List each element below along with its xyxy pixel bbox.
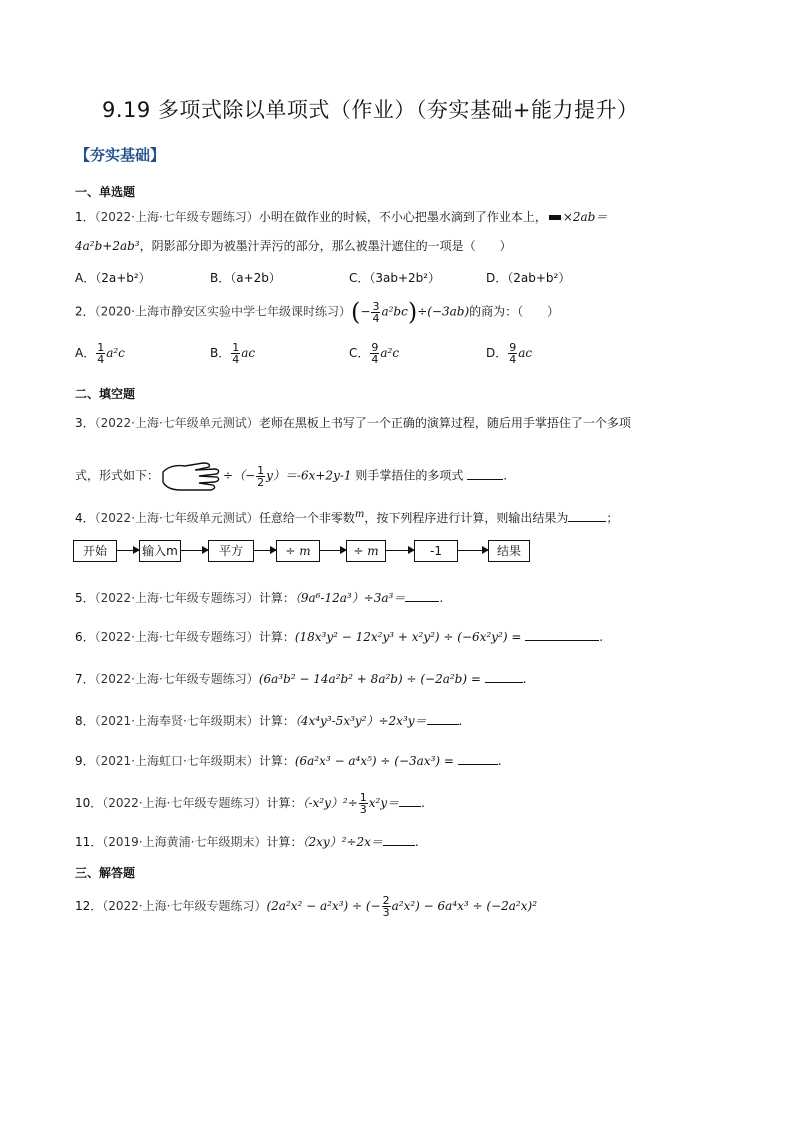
option-label: B． xyxy=(210,346,231,360)
fraction xyxy=(370,342,379,365)
question-expression: （2xy）²÷2x＝ xyxy=(302,835,383,849)
question-number: 8． xyxy=(75,714,95,728)
flow-box-start: 开始 xyxy=(73,540,117,562)
question-text: 则手掌捂住的多项式 xyxy=(355,468,464,483)
question-source: （2022·上海·七年级专题练习） xyxy=(94,630,259,644)
question-3 xyxy=(75,414,631,431)
question-number: 4． xyxy=(75,511,95,525)
fraction-numerator: 2 xyxy=(382,894,390,907)
period: . xyxy=(439,591,444,605)
question-expression: (2a²x² − a²x³) ÷ (− xyxy=(266,899,381,913)
question-8 xyxy=(75,712,462,729)
fraction-denominator: 4 xyxy=(509,353,517,366)
option-expression: a²c xyxy=(106,346,125,360)
question-number: 7． xyxy=(75,672,95,686)
question-expression: （-x²y）²÷ xyxy=(302,796,358,810)
question-source: （2020·上海市静安区实验中学七年级课时练习） xyxy=(94,304,351,319)
question-text: 式，形式如下： xyxy=(75,468,160,483)
question-text: 计算： xyxy=(266,835,303,849)
period: . xyxy=(458,714,463,728)
answer-blank[interactable] xyxy=(383,844,415,846)
question-expression: 4a²b+2ab³ xyxy=(75,239,140,253)
question-source: （2022·上海·七年级专题练习） xyxy=(102,899,267,913)
flow-arrow xyxy=(117,550,139,551)
question-expression: ÷（− xyxy=(223,468,256,483)
question-9 xyxy=(75,752,502,769)
question-number: 12． xyxy=(75,899,103,913)
option-d xyxy=(486,342,532,365)
period: . xyxy=(414,835,419,849)
fraction-denominator: 3 xyxy=(359,803,367,816)
question-source: （2019·上海黄浦·七年级期末） xyxy=(102,835,267,849)
question-text: 小明在做作业的时候，不小心把墨水滴到了作业本上， xyxy=(258,210,547,224)
fraction-numerator: 9 xyxy=(371,341,379,354)
hand-palm-icon xyxy=(159,458,223,494)
question-text: 任意给一个非零数 xyxy=(258,511,355,525)
fraction-numerator: 9 xyxy=(509,341,517,354)
question-expression: ×2ab＝ xyxy=(562,210,608,224)
question-number: 2． xyxy=(75,304,95,319)
fraction-denominator: 4 xyxy=(97,353,105,366)
question-expression: a²bc xyxy=(381,304,408,319)
question-text: 的商为：（ ） xyxy=(469,304,560,319)
left-paren: ( xyxy=(351,298,361,326)
answer-blank[interactable] xyxy=(399,805,421,807)
question-expression: （4x⁴y³-5x³y²）÷2x³y＝ xyxy=(294,714,427,728)
answer-blank[interactable] xyxy=(525,639,599,641)
question-source: （2021·上海奉贤·七年级期末） xyxy=(94,714,259,728)
answer-blank[interactable] xyxy=(568,520,606,522)
question-text: ，按下列程序进行计算，则输出结果为 xyxy=(364,511,569,525)
option-a xyxy=(75,342,125,365)
fraction-denominator: 4 xyxy=(372,311,380,325)
question-number: 9． xyxy=(75,754,95,768)
fraction-denominator: 2 xyxy=(257,475,265,489)
section-heading-single-choice: 一、单选题 xyxy=(75,185,136,199)
question-source: （2022·上海·七年级专题练习） xyxy=(94,591,259,605)
question-source: （2021·上海虹口·七年级期末） xyxy=(94,754,259,768)
minus-sign: − xyxy=(360,304,371,319)
flow-arrow xyxy=(320,550,346,551)
answer-blank[interactable] xyxy=(405,600,439,602)
answer-blank[interactable] xyxy=(467,478,503,480)
question-number: 5． xyxy=(75,591,95,605)
question-source: （2022·上海·七年级专题练习） xyxy=(94,672,259,686)
question-expression: (6a²x³ − a⁴x⁵) ÷ (−3ax³) = xyxy=(294,754,454,768)
flow-box-result: 结果 xyxy=(488,540,530,562)
answer-blank[interactable] xyxy=(485,681,523,683)
flow-arrow xyxy=(254,550,276,551)
fraction-denominator: 4 xyxy=(232,353,240,366)
fraction-numerator: 1 xyxy=(97,341,105,354)
option-a: A．（2a+b²） xyxy=(75,271,151,285)
question-text: ，阴影部分即为被墨汁弄污的部分，那么被墨汁遮住的一项是（ ） xyxy=(139,239,512,253)
period: . xyxy=(497,754,502,768)
option-expression: a²c xyxy=(380,346,400,360)
question-7 xyxy=(75,670,527,687)
option-expression: ac xyxy=(241,346,256,360)
question-source: （2022·上海·七年级单元测试） xyxy=(94,416,259,430)
variable: m xyxy=(354,509,365,520)
question-number: 3． xyxy=(75,416,95,430)
question-number: 11． xyxy=(75,835,103,849)
flow-box-divide-m: ÷ m xyxy=(276,540,320,562)
right-paren: ) xyxy=(407,298,418,326)
option-c xyxy=(349,342,399,365)
fraction-numerator: 1 xyxy=(359,791,367,804)
question-source: （2022·上海·七年级单元测试） xyxy=(94,511,259,525)
question-expression: （9a⁶-12a³）÷3a³＝ xyxy=(294,591,406,605)
period: . xyxy=(421,796,425,810)
fraction xyxy=(371,301,380,324)
section-heading-fill-in: 二、填空题 xyxy=(75,387,136,401)
question-text: 计算： xyxy=(266,796,303,810)
option-b xyxy=(210,342,255,365)
question-text: 计算： xyxy=(258,714,295,728)
flow-arrow xyxy=(386,550,414,551)
fraction xyxy=(359,792,368,815)
question-expression: (6a³b² − 14a²b² + 8a²b) ÷ (−2a²b) = xyxy=(258,672,481,686)
question-text: 计算： xyxy=(258,630,295,644)
option-expression: ac xyxy=(518,346,533,360)
period: . xyxy=(522,672,527,686)
flow-box-divide-m: ÷ m xyxy=(346,540,386,562)
fraction-numerator: 3 xyxy=(372,299,380,313)
period: . xyxy=(599,630,604,644)
page-title: 9.19 多项式除以单项式（作业）（夯实基础+能力提升） xyxy=(102,98,639,122)
section-heading-solution: 三、解答题 xyxy=(75,866,136,880)
fraction-numerator: 1 xyxy=(232,341,240,354)
flow-box-square: 平方 xyxy=(208,540,254,562)
option-label: A． xyxy=(75,346,96,360)
fraction xyxy=(231,342,240,365)
question-number: 1． xyxy=(75,210,95,224)
flow-arrow xyxy=(181,550,208,551)
question-1 xyxy=(75,208,607,225)
question-text: 计算： xyxy=(258,591,295,605)
option-c: C．（3ab+2b²） xyxy=(349,271,441,285)
question-text: 计算： xyxy=(258,754,295,768)
question-expression: a²x²) − 6a⁴x³ ÷ (−2a²x)² xyxy=(391,899,538,913)
fraction xyxy=(96,342,105,365)
option-d: D．（2ab+b²） xyxy=(486,271,571,285)
question-10 xyxy=(75,792,425,815)
ink-blot-icon xyxy=(549,215,561,220)
question-6 xyxy=(75,628,603,645)
question-expression: x²y＝ xyxy=(368,796,400,810)
question-expression: ÷(−3ab) xyxy=(417,304,470,319)
fraction-numerator: 1 xyxy=(257,463,265,477)
answer-blank[interactable] xyxy=(427,723,459,725)
flow-box-input: 输入m xyxy=(139,540,181,562)
question-12 xyxy=(75,895,537,918)
semicolon: ； xyxy=(606,511,619,525)
period: . xyxy=(503,468,508,483)
question-source: （2022·上海·七年级专题练习） xyxy=(94,210,259,224)
question-expression: y）＝-6x+2y-1 xyxy=(266,468,352,483)
question-3-line-2 xyxy=(75,458,507,494)
question-source: （2022·上海·七年级专题练习） xyxy=(102,796,267,810)
fraction-denominator: 3 xyxy=(382,906,390,919)
question-number: 10． xyxy=(75,796,103,810)
answer-blank[interactable] xyxy=(458,763,498,765)
question-text: 老师在黑板上书写了一个正确的演算过程，随后用手掌捂住了一个多项 xyxy=(258,416,631,430)
question-5 xyxy=(75,589,443,606)
fraction xyxy=(382,895,391,918)
fraction xyxy=(508,342,517,365)
question-number: 6． xyxy=(75,630,95,644)
fraction xyxy=(256,465,265,488)
section-banner: 【夯实基础】 xyxy=(75,146,166,164)
question-2 xyxy=(75,300,559,324)
option-label: C． xyxy=(349,346,370,360)
fraction-denominator: 4 xyxy=(371,353,379,366)
option-label: D． xyxy=(486,346,508,360)
flow-box-minus-one: -1 xyxy=(414,540,458,562)
question-1-line-2 xyxy=(75,237,512,254)
option-b: B．（a+2b） xyxy=(210,271,281,285)
flow-arrow xyxy=(458,550,488,551)
question-expression: (18x³y² − 12x²y³ + x²y²) ÷ (−6x²y²) = xyxy=(294,630,522,644)
question-11 xyxy=(75,833,419,850)
question-4 xyxy=(75,509,618,526)
